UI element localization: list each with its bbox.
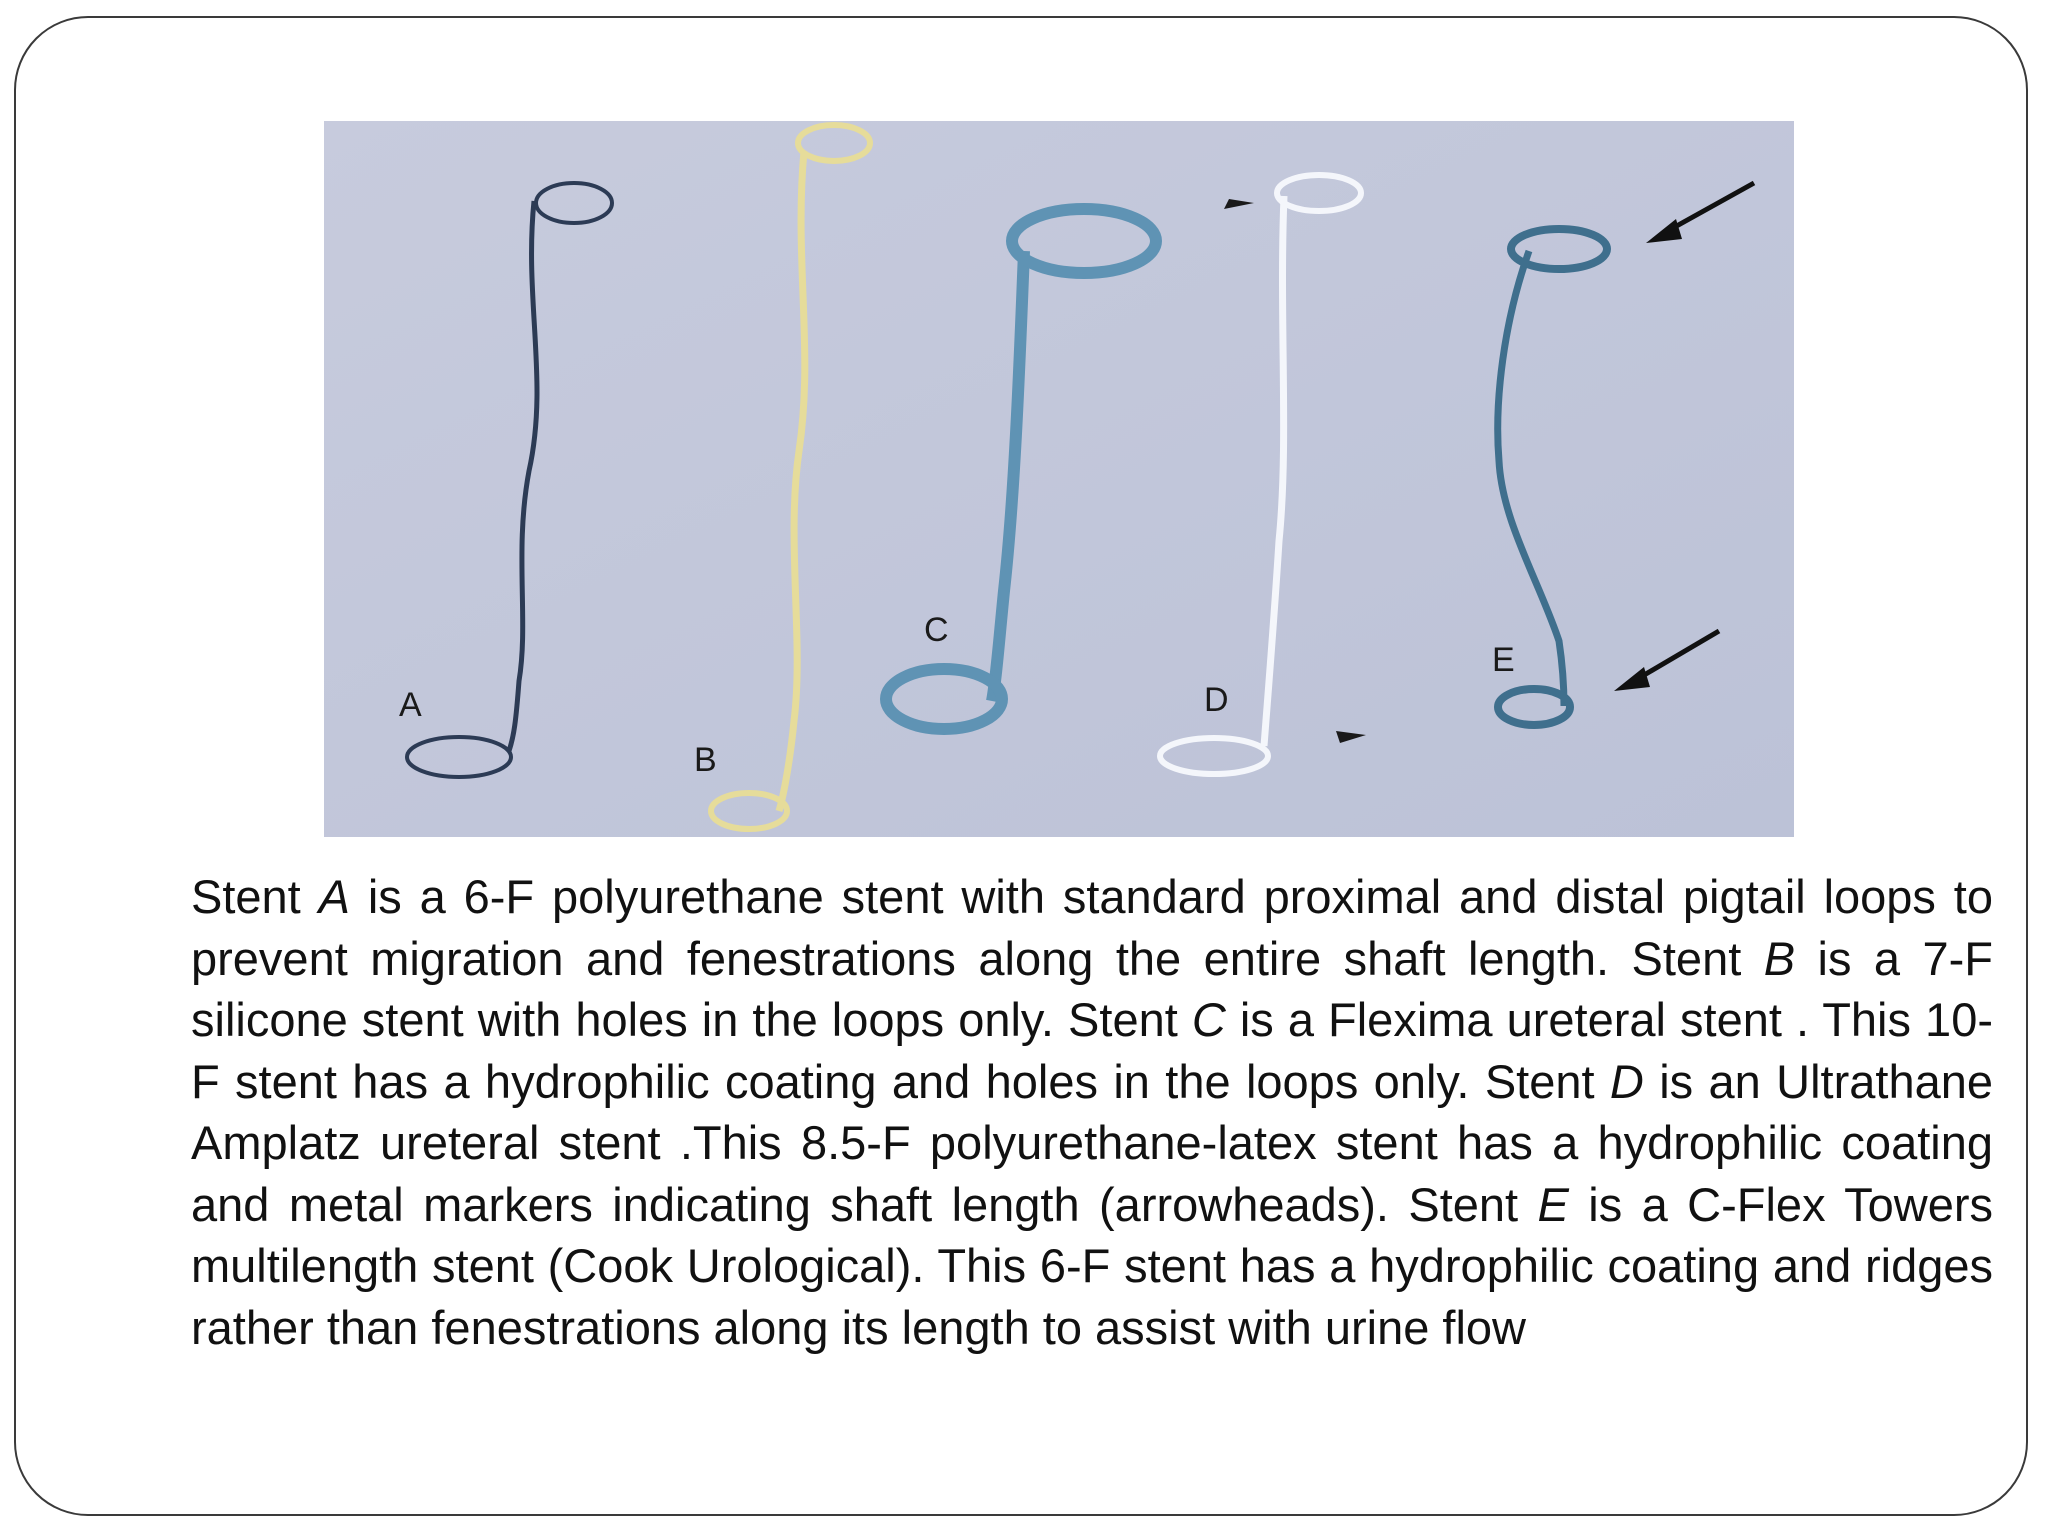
caption-stent-b: B: [1763, 931, 1796, 985]
caption-text: is a C-Flex Towers multilength stent (Cook Urological). This 6-F stent has a hydrophilic coating and ridges rather than fenestrations along its length to assist with urine flow: [191, 1177, 1993, 1354]
caption-text: is an Ultrathane Amplatz ureteral stent .This 8.5-F polyurethane-latex stent has a hydrophilic coating and metal markers indicating shaft length (arrowheads). Stent: [191, 1054, 1993, 1231]
caption-stent-d: D: [1609, 1054, 1644, 1108]
caption-text: is a Flexima ureteral stent . This 10-F stent has a hydrophilic coating and holes in the loops only. Stent: [191, 993, 1993, 1108]
figure-caption: [191, 866, 1993, 1358]
label-d: D: [1204, 681, 1229, 719]
caption-text: Stent: [191, 870, 319, 923]
label-e: E: [1492, 641, 1515, 679]
caption-stent-a: A: [318, 870, 350, 923]
slide-frame: [14, 16, 2028, 1516]
caption-text: is a 6-F polyurethane stent with standard proximal and distal pigtail loops to prevent migration and fenestrations along the entire shaft length. Stent: [191, 870, 1993, 985]
caption-stent-e: E: [1537, 1177, 1569, 1231]
label-b: B: [694, 741, 717, 779]
caption-text: is a 7-F silicone stent with holes in the loops only. Stent: [191, 931, 1993, 1046]
label-a: A: [399, 686, 422, 724]
label-c: C: [924, 611, 949, 649]
caption-stent-c: C: [1191, 993, 1226, 1046]
stents-photo: [324, 121, 1794, 837]
